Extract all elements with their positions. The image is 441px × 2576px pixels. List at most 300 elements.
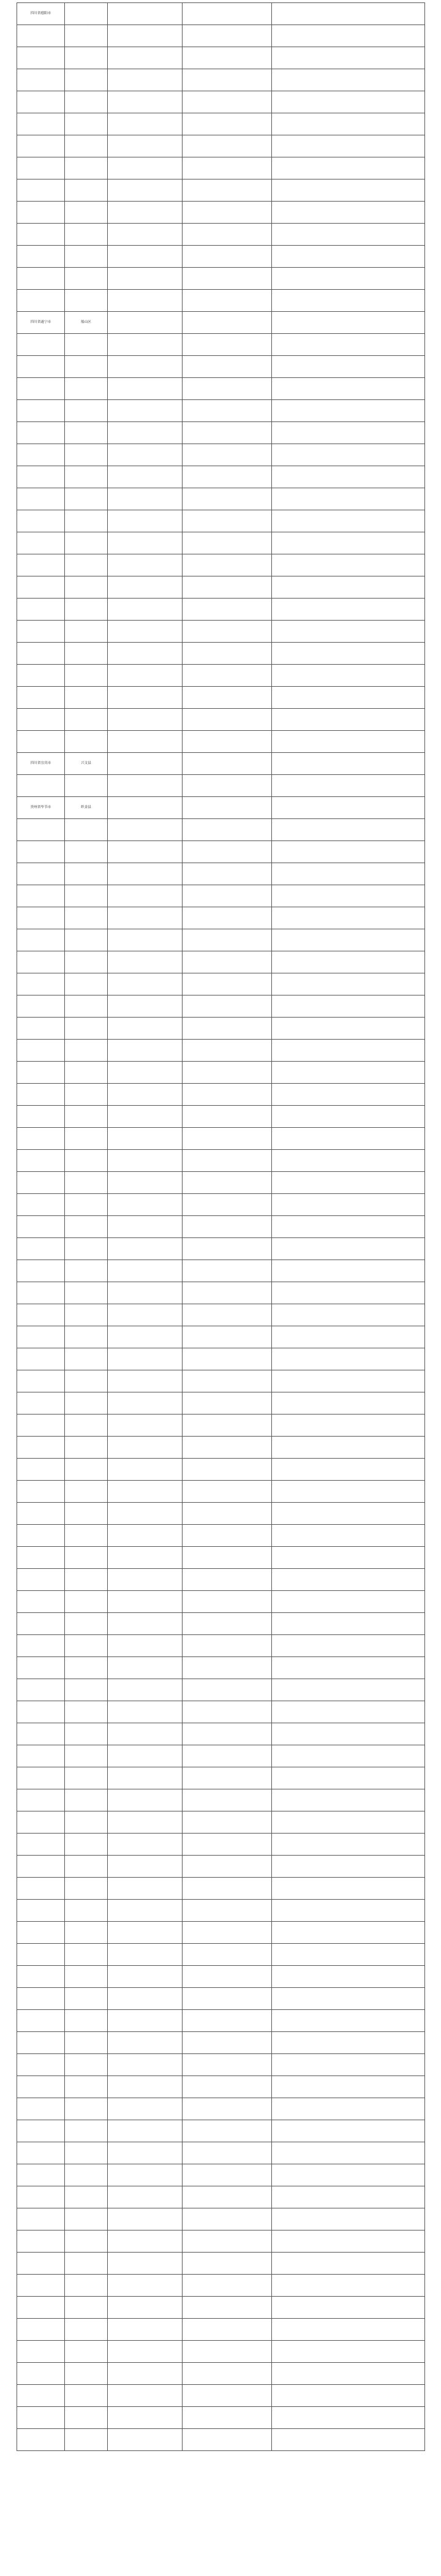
high-risk-area-cell: [183, 929, 272, 951]
high-risk-area-cell: [183, 1856, 272, 1878]
city-cell: [65, 599, 108, 621]
city-cell: [65, 246, 108, 268]
district-cell: [108, 1547, 183, 1569]
mid-risk-area-cell: [272, 1437, 425, 1459]
province-cell: [17, 1348, 65, 1370]
high-risk-area-cell: [183, 1348, 272, 1370]
high-risk-area-cell: [183, 1392, 272, 1415]
province-cell: [17, 488, 65, 510]
high-risk-area-cell: [183, 1216, 272, 1238]
province-cell: [17, 378, 65, 400]
city-cell: [65, 135, 108, 157]
high-risk-area-cell: [183, 1613, 272, 1635]
district-cell: [108, 731, 183, 753]
province-cell: [17, 2208, 65, 2230]
table-row: [17, 2275, 425, 2297]
table-row: [17, 2385, 425, 2407]
district-cell: [108, 356, 183, 378]
table-row: [17, 290, 425, 312]
high-risk-area-cell: [183, 1018, 272, 1040]
table-row: [17, 1150, 425, 1172]
province-cell: [17, 907, 65, 929]
high-risk-area-cell: [183, 2186, 272, 2208]
mid-risk-area-cell: [272, 1084, 425, 1106]
mid-risk-area-cell: [272, 1679, 425, 1701]
province-cell: [17, 2385, 65, 2407]
province-cell: [17, 885, 65, 907]
mid-risk-area-cell: [272, 951, 425, 973]
province-cell: [17, 775, 65, 797]
city-cell: [65, 1260, 108, 1282]
district-cell: [108, 2407, 183, 2429]
province-cell: [17, 2120, 65, 2142]
province-cell: [17, 1238, 65, 1260]
table-row: [17, 1856, 425, 1878]
city-cell: 船山区: [65, 312, 108, 334]
district-cell: [108, 378, 183, 400]
high-risk-area-cell: [183, 334, 272, 356]
high-risk-area-cell: [183, 2208, 272, 2230]
city-cell: 织金县: [65, 797, 108, 819]
mid-risk-area-cell: [272, 709, 425, 731]
table-row: [17, 2253, 425, 2275]
city-cell: [65, 2385, 108, 2407]
mid-risk-area-cell: [272, 1216, 425, 1238]
district-cell: [108, 334, 183, 356]
district-cell: [108, 1392, 183, 1415]
province-cell: [17, 69, 65, 91]
high-risk-area-cell: [183, 400, 272, 422]
city-cell: [65, 1238, 108, 1260]
province-cell: [17, 157, 65, 179]
mid-risk-area-cell: [272, 1503, 425, 1525]
city-cell: [65, 47, 108, 69]
table-row: [17, 797, 425, 819]
province-cell: [17, 554, 65, 576]
district-cell: [108, 1613, 183, 1635]
table-row: [17, 753, 425, 775]
table-row: [17, 599, 425, 621]
table-row: [17, 113, 425, 135]
city-cell: [65, 510, 108, 532]
province-cell: [17, 1216, 65, 1238]
risk-area-table: [17, 2, 425, 2451]
table-row: [17, 69, 425, 91]
district-cell: [108, 1723, 183, 1745]
table-row: [17, 1172, 425, 1194]
province-cell: [17, 1900, 65, 1922]
mid-risk-area-cell: [272, 973, 425, 995]
city-cell: [65, 1723, 108, 1745]
province-cell: [17, 1084, 65, 1106]
district-cell: [108, 643, 183, 665]
mid-risk-area-cell: [272, 378, 425, 400]
district-cell: [108, 1657, 183, 1679]
district-cell: [108, 2142, 183, 2164]
mid-risk-area-cell: [272, 576, 425, 599]
mid-risk-area-cell: [272, 2032, 425, 2054]
province-cell: [17, 1525, 65, 1547]
mid-risk-area-cell: [272, 290, 425, 312]
high-risk-area-cell: [183, 797, 272, 819]
mid-risk-area-cell: [272, 47, 425, 69]
district-cell: [108, 1789, 183, 1811]
high-risk-area-cell: [183, 1547, 272, 1569]
province-cell: [17, 2363, 65, 2385]
city-cell: [65, 532, 108, 554]
table-row: [17, 2208, 425, 2230]
high-risk-area-cell: [183, 532, 272, 554]
table-row: [17, 1370, 425, 1392]
table-row: [17, 1437, 425, 1459]
table-row: [17, 510, 425, 532]
province-cell: [17, 2032, 65, 2054]
mid-risk-area-cell: [272, 929, 425, 951]
district-cell: [108, 91, 183, 113]
province-cell: [17, 709, 65, 731]
city-cell: [65, 400, 108, 422]
district-cell: [108, 157, 183, 179]
district-cell: [108, 1591, 183, 1613]
district-cell: [108, 1437, 183, 1459]
city-cell: [65, 621, 108, 643]
high-risk-area-cell: [183, 1282, 272, 1304]
table-row: [17, 2363, 425, 2385]
district-cell: [108, 2319, 183, 2341]
city-cell: [65, 1834, 108, 1856]
high-risk-area-cell: [183, 2385, 272, 2407]
mid-risk-area-cell: [272, 665, 425, 687]
mid-risk-area-cell: [272, 2319, 425, 2341]
table-row: [17, 488, 425, 510]
mid-risk-area-cell: [272, 1415, 425, 1437]
high-risk-area-cell: [183, 1194, 272, 1216]
province-cell: [17, 599, 65, 621]
table-row: [17, 1481, 425, 1503]
district-cell: [108, 1370, 183, 1392]
mid-risk-area-cell: [272, 1459, 425, 1481]
province-cell: [17, 973, 65, 995]
district-cell: [108, 2275, 183, 2297]
high-risk-area-cell: [183, 1635, 272, 1657]
district-cell: [108, 2120, 183, 2142]
table-row: [17, 47, 425, 69]
city-cell: [65, 1128, 108, 1150]
district-cell: [108, 2032, 183, 2054]
table-row: [17, 1988, 425, 2010]
city-cell: [65, 929, 108, 951]
province-cell: [17, 1194, 65, 1216]
high-risk-area-cell: [183, 422, 272, 444]
city-cell: [65, 3, 108, 25]
table-row: [17, 25, 425, 47]
city-cell: [65, 2076, 108, 2098]
district-cell: [108, 1216, 183, 1238]
province-cell: [17, 1591, 65, 1613]
table-row: [17, 1392, 425, 1415]
table-row: [17, 1348, 425, 1370]
high-risk-area-cell: [183, 1062, 272, 1084]
city-cell: [65, 819, 108, 841]
high-risk-area-cell: [183, 1900, 272, 1922]
table-row: [17, 665, 425, 687]
city-cell: [65, 709, 108, 731]
high-risk-area-cell: [183, 2032, 272, 2054]
table-row: [17, 1679, 425, 1701]
table-row: [17, 1525, 425, 1547]
table-row: [17, 554, 425, 576]
mid-risk-area-cell: [272, 1326, 425, 1348]
table-row: [17, 1878, 425, 1900]
table-row: [17, 1128, 425, 1150]
mid-risk-area-cell: [272, 334, 425, 356]
district-cell: [108, 863, 183, 885]
mid-risk-area-cell: [272, 1106, 425, 1128]
mid-risk-area-cell: [272, 1922, 425, 1944]
table-row: [17, 1613, 425, 1635]
mid-risk-area-cell: [272, 2429, 425, 2451]
mid-risk-area-cell: [272, 1701, 425, 1723]
mid-risk-area-cell: [272, 1635, 425, 1657]
mid-risk-area-cell: [272, 1767, 425, 1789]
city-cell: [65, 91, 108, 113]
table-row: [17, 621, 425, 643]
high-risk-area-cell: [183, 488, 272, 510]
city-cell: [65, 1878, 108, 1900]
mid-risk-area-cell: [272, 113, 425, 135]
table-row: [17, 576, 425, 599]
city-cell: [65, 1415, 108, 1437]
district-cell: [108, 1172, 183, 1194]
district-cell: [108, 1018, 183, 1040]
city-cell: [65, 1216, 108, 1238]
table-row: [17, 2319, 425, 2341]
province-cell: [17, 1415, 65, 1437]
city-cell: [65, 25, 108, 47]
city-cell: [65, 378, 108, 400]
city-cell: [65, 1657, 108, 1679]
province-cell: [17, 356, 65, 378]
mid-risk-area-cell: [272, 1238, 425, 1260]
district-cell: [108, 466, 183, 488]
table-row: [17, 312, 425, 334]
city-cell: [65, 179, 108, 202]
mid-risk-area-cell: [272, 687, 425, 709]
high-risk-area-cell: [183, 1569, 272, 1591]
high-risk-area-cell: [183, 1679, 272, 1701]
city-cell: [65, 1392, 108, 1415]
mid-risk-area-cell: [272, 554, 425, 576]
mid-risk-area-cell: [272, 91, 425, 113]
mid-risk-area-cell: [272, 841, 425, 863]
province-cell: [17, 2253, 65, 2275]
table-row: [17, 3, 425, 25]
city-cell: [65, 1856, 108, 1878]
province-cell: [17, 224, 65, 246]
high-risk-area-cell: [183, 731, 272, 753]
district-cell: [108, 246, 183, 268]
province-cell: [17, 1128, 65, 1150]
high-risk-area-cell: [183, 1834, 272, 1856]
mid-risk-area-cell: [272, 356, 425, 378]
city-cell: [65, 841, 108, 863]
high-risk-area-cell: [183, 1657, 272, 1679]
table-row: [17, 2230, 425, 2253]
district-cell: [108, 1260, 183, 1282]
province-cell: [17, 1878, 65, 1900]
table-row: [17, 1106, 425, 1128]
province-cell: [17, 2319, 65, 2341]
table-row: [17, 334, 425, 356]
district-cell: [108, 687, 183, 709]
high-risk-area-cell: [183, 510, 272, 532]
mid-risk-area-cell: [272, 1657, 425, 1679]
city-cell: [65, 2297, 108, 2319]
province-cell: [17, 841, 65, 863]
district-cell: [108, 1194, 183, 1216]
city-cell: [65, 444, 108, 466]
city-cell: [65, 2164, 108, 2186]
mid-risk-area-cell: [272, 532, 425, 554]
mid-risk-area-cell: [272, 2208, 425, 2230]
district-cell: [108, 2297, 183, 2319]
mid-risk-area-cell: [272, 797, 425, 819]
mid-risk-area-cell: [272, 1811, 425, 1834]
district-cell: [108, 841, 183, 863]
district-cell: [108, 47, 183, 69]
table-row: [17, 907, 425, 929]
district-cell: [108, 400, 183, 422]
district-cell: [108, 1106, 183, 1128]
mid-risk-area-cell: [272, 1150, 425, 1172]
province-cell: [17, 400, 65, 422]
province-cell: [17, 2186, 65, 2208]
city-cell: [65, 1084, 108, 1106]
district-cell: [108, 907, 183, 929]
district-cell: [108, 973, 183, 995]
table-row: [17, 1922, 425, 1944]
city-cell: [65, 554, 108, 576]
district-cell: [108, 224, 183, 246]
province-cell: [17, 1966, 65, 1988]
high-risk-area-cell: [183, 863, 272, 885]
high-risk-area-cell: [183, 1326, 272, 1348]
district-cell: [108, 1525, 183, 1547]
city-cell: [65, 2208, 108, 2230]
mid-risk-area-cell: [272, 2385, 425, 2407]
province-cell: 贵州省毕节市: [17, 797, 65, 819]
table-row: [17, 1966, 425, 1988]
table-row: [17, 532, 425, 554]
city-cell: [65, 665, 108, 687]
table-row: [17, 1900, 425, 1922]
province-cell: [17, 731, 65, 753]
table-row: [17, 885, 425, 907]
high-risk-area-cell: [183, 1150, 272, 1172]
mid-risk-area-cell: [272, 2142, 425, 2164]
mid-risk-area-cell: [272, 1194, 425, 1216]
high-risk-area-cell: [183, 643, 272, 665]
city-cell: [65, 69, 108, 91]
district-cell: [108, 1635, 183, 1657]
city-cell: [65, 1966, 108, 1988]
table-row: [17, 356, 425, 378]
city-cell: [65, 2429, 108, 2451]
mid-risk-area-cell: [272, 1370, 425, 1392]
city-cell: [65, 1503, 108, 1525]
high-risk-area-cell: [183, 1701, 272, 1723]
high-risk-area-cell: [183, 1878, 272, 1900]
high-risk-area-cell: [183, 951, 272, 973]
city-cell: 兴文县: [65, 753, 108, 775]
high-risk-area-cell: [183, 179, 272, 202]
city-cell: [65, 157, 108, 179]
province-cell: [17, 25, 65, 47]
city-cell: [65, 2319, 108, 2341]
city-cell: [65, 268, 108, 290]
table-row: [17, 929, 425, 951]
table-row: [17, 1503, 425, 1525]
high-risk-area-cell: [183, 1944, 272, 1966]
mid-risk-area-cell: [272, 1040, 425, 1062]
table-row: [17, 1040, 425, 1062]
city-cell: [65, 973, 108, 995]
high-risk-area-cell: [183, 1172, 272, 1194]
district-cell: [108, 1922, 183, 1944]
district-cell: [108, 444, 183, 466]
city-cell: [65, 1459, 108, 1481]
high-risk-area-cell: [183, 1370, 272, 1392]
high-risk-area-cell: [183, 466, 272, 488]
high-risk-area-cell: [183, 246, 272, 268]
table-row: [17, 1701, 425, 1723]
high-risk-area-cell: [183, 554, 272, 576]
table-row: [17, 179, 425, 202]
high-risk-area-cell: [183, 2363, 272, 2385]
table-row: [17, 841, 425, 863]
district-cell: [108, 2230, 183, 2253]
high-risk-area-cell: [183, 1966, 272, 1988]
high-risk-area-cell: [183, 665, 272, 687]
high-risk-area-cell: [183, 1789, 272, 1811]
district-cell: [108, 2054, 183, 2076]
high-risk-area-cell: [183, 2098, 272, 2120]
mid-risk-area-cell: [272, 400, 425, 422]
mid-risk-area-cell: [272, 1878, 425, 1900]
high-risk-area-cell: [183, 2076, 272, 2098]
city-cell: [65, 1613, 108, 1635]
table-row: [17, 2297, 425, 2319]
high-risk-area-cell: [183, 2010, 272, 2032]
province-cell: [17, 246, 65, 268]
high-risk-area-cell: [183, 576, 272, 599]
city-cell: [65, 1062, 108, 1084]
mid-risk-area-cell: [272, 1569, 425, 1591]
table-row: [17, 1547, 425, 1569]
district-cell: [108, 1282, 183, 1304]
table-row: [17, 246, 425, 268]
table-row: [17, 2054, 425, 2076]
city-cell: [65, 2142, 108, 2164]
province-cell: [17, 929, 65, 951]
table-row: [17, 1415, 425, 1437]
table-row: [17, 1260, 425, 1282]
district-cell: [108, 290, 183, 312]
province-cell: [17, 1701, 65, 1723]
table-row: [17, 444, 425, 466]
table-row: [17, 268, 425, 290]
mid-risk-area-cell: [272, 2098, 425, 2120]
